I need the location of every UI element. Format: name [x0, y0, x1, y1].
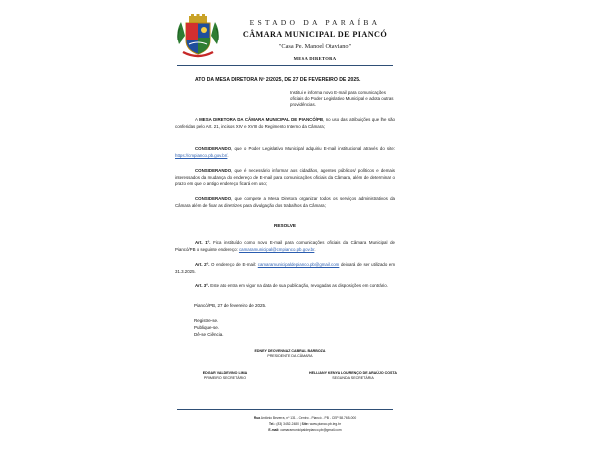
considerando-text: , que compete a Mesa Diretora organizar todos os serviços administrativos da Câmara além de fixar as diretrizes para divulgação dos trabalhos da Câmara;: [175, 196, 395, 208]
old-email-link[interactable]: camaramunicipaldepianco.pb@gmail.com: [257, 262, 340, 267]
footer-address: [240, 416, 370, 420]
considerando-lead: CONSIDERANDO: [195, 168, 232, 173]
considerando-text: , que é necessário informar aos cidadãos, agentes públicos/ políticos e demais interessados da mudança do endereço de E-mail para comunicações oficiais da Câmara, além de determinar o prazo em que o antigo endereço ficará em uso;: [175, 168, 395, 187]
board-label: MESA DIRETORA: [293, 56, 337, 61]
place-and-date: Piancó/PB, 27 de fevereiro de 2025.: [194, 303, 267, 308]
website-link[interactable]: https://cmpianco.pb.gov.br/: [175, 152, 228, 158]
article-tail: .: [314, 246, 316, 252]
considerando-lead: CONSIDERANDO: [195, 146, 232, 151]
considerando-lead: CONSIDERANDO: [195, 196, 232, 201]
signature-name-second-secretary: HELLIANY KENYA LOURENÇO DE ARAÚJO COSTA: [309, 371, 397, 375]
footer-site-text[interactable]: www.pianco.pb.leg.br: [308, 422, 342, 426]
footer-phone-label: Tel.:: [268, 422, 276, 426]
article-label: Art. 1º.: [195, 240, 211, 245]
preamble-rest: , no uso das atribuições que lhe são conferidas pelo Art. 21, incisos XIV e XVIII do Regimento Interno da Câmara;: [175, 117, 395, 129]
considerando-paragraph-2: [175, 168, 395, 188]
coat-of-arms-icon: [173, 14, 223, 58]
article-label: Art. 2º.: [195, 262, 210, 267]
article-text: O endereço de E-mail:: [209, 262, 258, 267]
footer-email-text[interactable]: camaramunicipaldepianco.pb@gmail.com: [279, 428, 342, 432]
document-title: ATO DA MESA DIRETORA Nº 2/2025, DE 27 DE FEVEREIRO DE 2025.: [195, 77, 361, 83]
signature-role-second-secretary: SEGUNDA SECRETÁRIA: [332, 376, 374, 380]
state-name: ESTADO DA PARAÍBA: [249, 18, 381, 27]
chamber-nickname: "Casa Pe. Manoel Otaviano": [278, 43, 352, 50]
chamber-name: CÂMARA MUNICIPAL DE PIANCÓ: [242, 30, 388, 39]
article-3: [175, 283, 395, 290]
considerando-paragraph-1: [175, 146, 395, 159]
article-2: [175, 262, 395, 275]
footer-contact: [240, 422, 370, 426]
footer-address-text: Antônio Bezerra, nº 131 - Centro - Piancó - PB - CEP 58.765-000: [260, 416, 357, 420]
considerando-paragraph-3: [175, 196, 395, 209]
preamble-prefix: A: [195, 117, 198, 122]
resolve-heading: RESOLVE: [273, 223, 297, 228]
signature-role-president: PRESIDENTE DA CÂMARA: [267, 354, 313, 358]
article-text: Fica instituído como novo E-mail para comunicações oficiais da Câmara Municipal de Piancó/PB o seguinte endereço:: [175, 240, 395, 252]
article-label: Art. 3º.: [195, 283, 210, 288]
signature-name-first-secretary: EDGAR VALDEVINO LIMA: [202, 371, 248, 375]
closing-line-3: Dê-se Ciência.: [194, 332, 224, 337]
closing-line-1: Registre-se.: [194, 318, 219, 323]
preamble-paragraph: [175, 117, 395, 130]
considerando-tail: .: [227, 152, 229, 158]
footer-address-label: Rua: [253, 416, 261, 420]
article-tail: deixará de ser utilizado em 31.3.2025.: [175, 262, 395, 274]
footer-divider: [177, 409, 393, 410]
summary-text: Institui e informa novo E-mail para comunicações oficiais do Poder Legislativo Municipal e adota outras providências.: [290, 90, 394, 108]
considerando-text: , que o Poder Legislativo Municipal adquiriu E-mail institucional através do site:: [231, 146, 395, 151]
signature-role-first-secretary: PRIMEIRO SECRETÁRIO: [203, 376, 247, 380]
footer-email: [240, 428, 370, 432]
preamble-bold: MESA DIRETORA DA CÂMARA MUNICIPAL DE PIANCÓ/PB: [199, 117, 324, 122]
footer-email-label: E-mail:: [268, 428, 280, 432]
signature-name-president: EDNEY DEOVENNAZ CABRAL BARBOZA: [254, 349, 326, 353]
footer-phone-text: (83) 3452-2480 |: [275, 422, 302, 426]
header-divider: [177, 65, 393, 66]
article-text: Este ato entra em vigor na data de sua publicação, revogadas as disposições em contrário.: [209, 283, 388, 288]
new-email-link[interactable]: camaramunicipal@cmpianco.pb.gov.br: [238, 246, 315, 252]
closing-line-2: Publique-se.: [194, 325, 220, 330]
article-1: [175, 240, 395, 253]
footer-site-label: Site:: [301, 422, 309, 426]
